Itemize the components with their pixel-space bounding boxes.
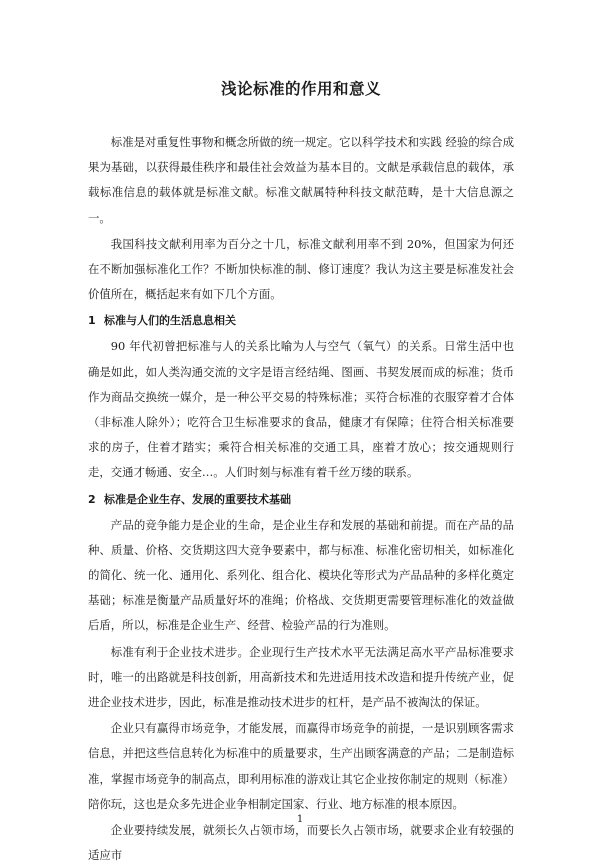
body-paragraph: 企业只有赢得市场竞争，才能发展，而赢得市场竞争的前提，一是识别顾客需求信息，并把这些信息转化为标准中的质量要求，生产出顾客满意的产品；二是制造标准，掌握市场竞争的制高点，即利用标准的游戏让其它企业按你制定的规则（标准）陪你玩，这也是众多先进企业争相制定国家、行业、地方标准的根本原因。 xyxy=(88,721,514,811)
body-paragraph: 企业要持续发展，就须长久占领市场，而要长久占领市场，就要求企业有较强的适应市 xyxy=(88,823,514,863)
section-number: 1 xyxy=(88,314,96,328)
section-heading xyxy=(88,488,514,512)
body-paragraph: 标准有利于企业技术进步。企业现行生产技术水平无法满足高水平产品标准要求时，唯一的出路就是科技创新，用高新技术和先进适用技术改造和提升传统产业，促进企业技术进步，因此，标准是推动技术进步的杠杆，是产品不被淘汰的保证。 xyxy=(88,644,514,710)
page-number: 1 xyxy=(296,814,304,825)
section-heading xyxy=(88,309,514,333)
section-number: 2 xyxy=(88,492,96,506)
intro-paragraph: 标准是对重复性事物和概念所做的统一规定。它以科学技术和实践 经验的综合成果为基础，以获得最佳秩序和最佳社会效益为基本目的。文献是承载信息的载体，承载标准信息的载体就是标准文献。标准文献属特种科技文献范畴，是十大信息源之一。 xyxy=(88,135,514,225)
intro-paragraph: 我国科技文献利用率为百分之十几，标准文献利用率不到 20%，但国家为何还在不断加强标准化工作？不断加快标准的制、修订速度？我认为这主要是标准发社会价值所在，概括起来有如下几个方面。 xyxy=(88,236,514,302)
body-paragraph: 90 年代初曾把标准与人的关系比喻为人与空气（氧气）的关系。日常生活中也确是如此，如人类沟通交流的文字是语言经结绳、图画、书契发展而成的标准；货币作为商品交换统一媒介，是一种公平交易的特殊标准；买符合标准的衣服穿着才合体（非标准人除外）；吃符合卫生标准要求的食品，健康才有保障；住符合相关标准要求的房子，住着才踏实；乘符合相关标准的交通工具，座着才放心；按交通规则行走，交通才畅通、安全…。人们时刻与标准有着千丝万缕的联系。 xyxy=(88,339,514,480)
body-paragraph: 产品的竞争能力是企业的生命，是企业生存和发展的基础和前提。而在产品的品种、质量、价格、交货期这四大竞争要素中，都与标准、标准化密切相关，如标准化的简化、统一化、通用化、系列化、组合化、模块化等形式为产品品种的多样化奠定基础；标准是衡量产品质量好坏的准绳；价格战、交货期更需要管理标准化的效益做后盾，所以，标准是企业生产、经营、检验产品的行为准则。 xyxy=(88,517,514,633)
section-heading-text: 标准是企业生存、发展的重要技术基础 xyxy=(104,492,291,506)
section-heading-text: 标准与人们的生活息息相关 xyxy=(104,314,236,328)
document-title: 浅论标准的作用和意义 xyxy=(220,80,381,98)
document-body xyxy=(88,78,514,868)
